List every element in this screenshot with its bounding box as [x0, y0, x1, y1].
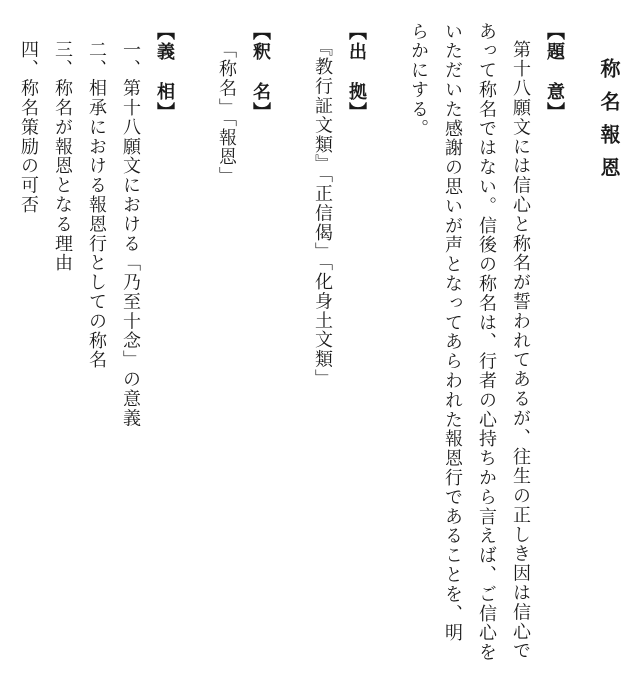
giso-item-4: 四、称名策励の可否 [18, 40, 39, 215]
giso-item-1: 一、第十八願文における「乃至十念」の意義 [120, 40, 141, 428]
giso-item-2: 二、相承における報恩行としての称名 [86, 40, 107, 370]
daii-line-1: 第十八願文には信心と称名が誓われてあるが、往生の正しき因は信心で [510, 40, 531, 661]
daii-line-4: らかにする。 [408, 22, 429, 139]
daii-line-3: いただいた感謝の思いが声となってあらわれた報恩行であることを、明 [442, 22, 463, 643]
shakumyo-line-1: 「称名」「報恩」 [216, 40, 237, 187]
shukyo-line-1: 『教行証文類』「正信偈」「化身土文類」 [312, 38, 333, 389]
section-heading-shukyo: 【出 拠】 [346, 22, 367, 122]
section-heading-shakumyo: 【釈 名】 [250, 22, 271, 122]
section-heading-giso: 【義 相】 [154, 22, 175, 122]
giso-item-3: 三、称名が報恩となる理由 [52, 40, 73, 273]
daii-line-2: あって称名ではない。信後の称名は、行者の心持ちから言えば、ご信心を [476, 22, 497, 663]
page-title: 称名報恩 [597, 58, 621, 190]
section-heading-daii: 【題 意】 [544, 22, 565, 122]
